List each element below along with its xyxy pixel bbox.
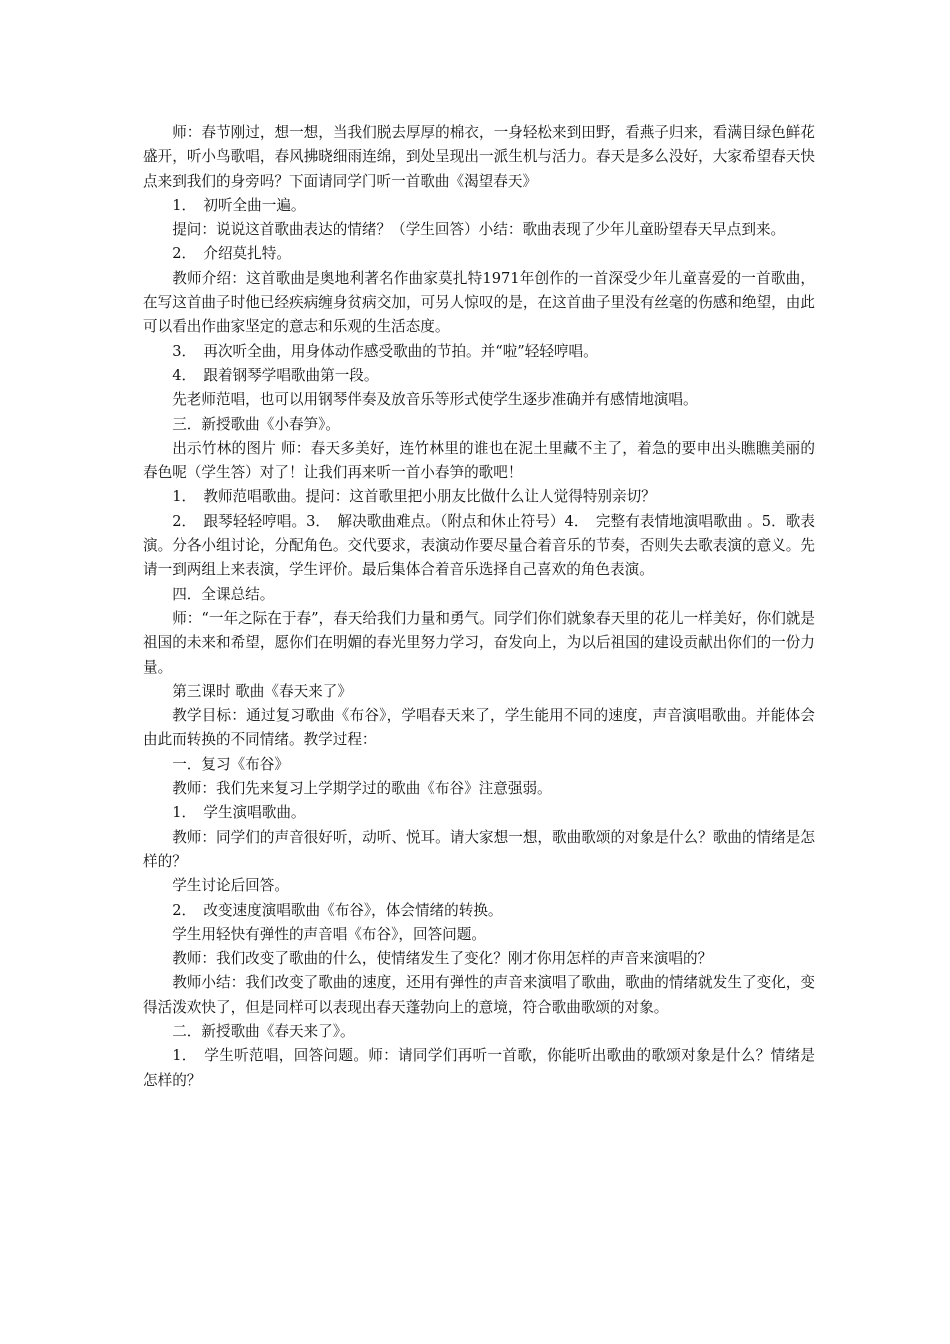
list-item: 3． 再次听全曲，用身体动作感受歌曲的节拍。并“啦”轻轻哼唱。 [172, 342, 598, 360]
paragraph: 教师：我们改变了歌曲的什么，使情绪发生了变化？刚才你用怎样的声音来演唱的？ [172, 950, 713, 968]
paragraph: 教学目标：通过复习歌曲《布谷》，学唱春天来了，学生能用不同的速度，声音演唱歌曲。并能体会由此而转换的不同情绪。教学过程： [143, 707, 815, 749]
paragraph: 学生用轻快有弹性的声音唱《布谷》，回答问题。 [172, 925, 486, 943]
list-item: 1． 学生听范唱，回答问题。师：请同学们再听一首歌，你能听出歌曲的歌颂对象是什么？情绪是怎样的？ [143, 1047, 815, 1089]
paragraph: 教师介绍：这首歌曲是奥地利著名作曲家莫扎特1971年创作的一首深受少年儿童喜爱的一首歌曲，在写这首曲子时他已经疾病缠身贫病交加，可另人惊叹的是，在这首曲子里没有丝毫的伤感和绝望，由此可以看出作曲家坚定的意志和乐观的生活态度。 [143, 269, 815, 336]
section-heading: 一．复习《布谷》 [172, 755, 289, 773]
list-item: 2． 介绍莫扎特。 [172, 245, 291, 263]
document-body [143, 121, 815, 1093]
paragraph: 2． 跟琴轻轻哼唱。3． 解决歌曲难点。（附点和休止符号）4． 完整有表情地演唱歌曲 。5．歌表演。分各小组讨论，分配角色。交代要求，表演动作要尽量合着音乐的节奏，否则失去歌表演的意义。先请一到两组上来表演，学生评价。最后集体合着音乐选择自己喜欢的角色表演。 [143, 512, 815, 579]
paragraph: 师：春节刚过，想一想，当我们脱去厚厚的棉衣，一身轻松来到田野，看燕子归来，看满目绿色鲜花盛开，听小鸟歌唱，春风拂晓细雨连绵，到处呈现出一派生机与活力。春天是多么没好，大家希望春天快点来到我们的身旁吗？下面请同学门听一首歌曲《渴望春天》 [143, 124, 815, 190]
list-item: 1． 教师范唱歌曲。提问：这首歌里把小朋友比做什么让人觉得特别亲切？ [172, 488, 656, 506]
list-item: 1． 初听全曲一遍。 [172, 196, 306, 214]
section-heading: 二．新授歌曲《春天来了》。 [172, 1022, 355, 1040]
section-heading: 四．全课总结。 [172, 585, 275, 603]
paragraph: 出示竹林的图片 师：春天多美好，连竹林里的谁也在泥土里藏不主了，着急的要申出头瞧瞧美丽的春色呢（学生答）对了！让我们再来听一首小春笋的歌吧！ [143, 439, 815, 482]
paragraph: 学生讨论后回答。 [172, 877, 289, 895]
paragraph: 教师：我们先来复习上学期学过的歌曲《布谷》注意强弱。 [172, 780, 552, 798]
paragraph: 教师小结：我们改变了歌曲的速度，还用有弹性的声音来演唱了歌曲，歌曲的情绪就发生了变化，变得活泼欢快了，但是同样可以表现出春天蓬勃向上的意境，符合歌曲歌颂的对象。 [143, 974, 815, 1016]
paragraph: 提问：说说这首歌曲表达的情绪？（学生回答）小结：歌曲表现了少年儿童盼望春天早点到来。 [172, 221, 786, 239]
lesson-heading: 第三课时 歌曲《春天来了》 [172, 682, 352, 700]
paragraph: 先老师范唱，也可以用钢琴伴奏及放音乐等形式使学生逐步准确并有感情地演唱。 [172, 391, 698, 409]
list-item: 1． 学生演唱歌曲。 [172, 804, 306, 822]
paragraph: 教师：同学们的声音很好听，动听、悦耳。请大家想一想，歌曲歌颂的对象是什么？歌曲的情绪是怎样的？ [143, 828, 815, 870]
list-item: 2． 改变速度演唱歌曲《布谷》，体会情绪的转换。 [172, 901, 503, 919]
section-heading: 三．新授歌曲《小春笋》。 [172, 415, 341, 433]
paragraph: 师：“一年之际在于春”，春天给我们力量和勇气。同学们你们就象春天里的花儿一样美好，你们就是祖国的未来和希望，愿你们在明媚的春光里努力学习，奋发向上，为以后祖国的建设贡献出你们的一份力量。 [143, 609, 815, 676]
list-item: 4． 跟着钢琴学唱歌曲第一段。 [172, 366, 379, 384]
